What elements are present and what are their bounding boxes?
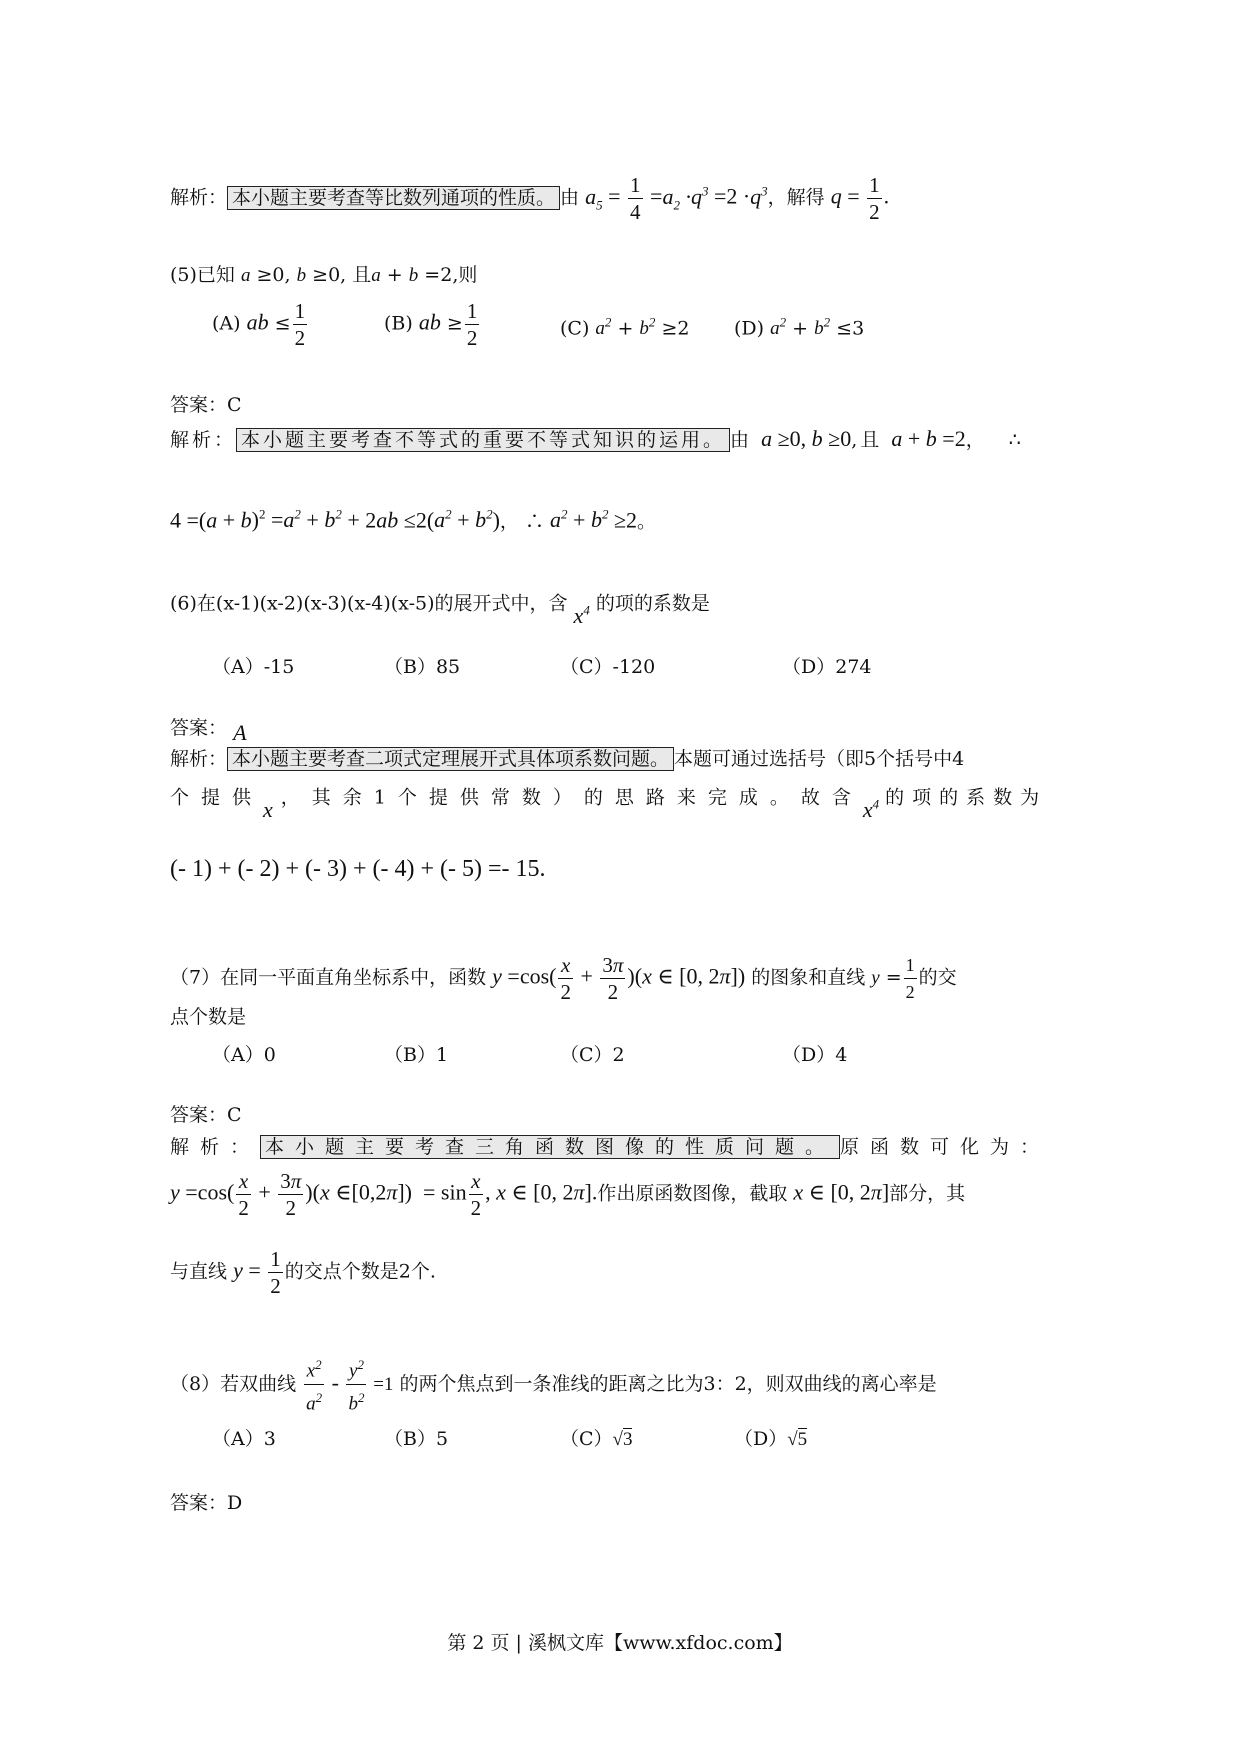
text-you: 由 (730, 429, 753, 451)
page-footer: 第 2 页 | 溪枫文库【www.xfdoc.com】 (447, 1632, 793, 1654)
q8-option-b: （B）5 (384, 1428, 449, 1450)
q7-analysis-line2: y =cos( $\frac{x}{2}$ + $\frac{3\pi}{2}$ )(x ∈[0,2π]) = sin $\frac{x}{2}$ , x ∈ [0, 2π].作出原函数图像，截取 x ∈ [0, 2π]部分，其 (170, 1169, 966, 1220)
text-qie: 且 (860, 429, 883, 451)
therefore-symbol: ∴ (1008, 429, 1024, 451)
q7-stem-text: （7）在同一平面直角坐标系中，函数 (170, 966, 487, 989)
q5-analysis-line1: 解析： 本小题主要考查不等式的重要不等式知识的运用。 由 a ≥0, b ≥0,且 a + b =2， ∴ (170, 426, 1024, 451)
fraction-1-2: $\frac{1}{2}$ (869, 173, 880, 224)
q6-line2-a: 个提供 (170, 786, 264, 809)
jiexi-label: 解析： (170, 1136, 261, 1158)
q6-option-a: （A）-15 (212, 656, 295, 678)
q7-analysis-line1 (170, 1134, 1050, 1160)
q8-stem-text: （8）若双曲线 (170, 1372, 297, 1395)
q6-stem-end: 的项的系数是 (595, 592, 710, 615)
q8-stem-end: 的两个焦点到一条准线的距离之比为3：2，则双曲线的离心率是 (399, 1372, 937, 1395)
answer-value: A (233, 720, 247, 745)
q8-stem: （8）若双曲线 $\frac{x^2}{a^2}$ - $\frac{y^2}{b^2}$ =1 的两个焦点到一条准线的距离之比为3：2，则双曲线的离心率是 (170, 1352, 937, 1418)
q6-calc (170, 856, 546, 883)
jiexi-label: 解析： (170, 429, 237, 451)
jiexi-label: 解析： (170, 186, 228, 209)
opt-label: (A) (212, 312, 241, 335)
formula-a5: $a_5$ (585, 183, 603, 212)
opt-label: (B) (384, 312, 413, 335)
fraction-1-4: $\frac{1}{4}$ (630, 173, 641, 224)
q6-stem-text: (6)在(x-1)(x-2)(x-3)(x-4)(x-5)的展开式中，含 (170, 592, 568, 615)
highlight-box: 本小题主要考查三角函数图像的性质问题。 (260, 1135, 840, 1159)
text-solve: ，解得 (767, 186, 825, 209)
q6-option-c: （C）-120 (560, 656, 656, 678)
highlight-box: 本小题主要考查等比数列通项的性质。 (227, 186, 560, 210)
opt-label: (C) (560, 317, 590, 340)
opt-label: (D) (734, 317, 765, 340)
q5-analysis-line2: $4 =(a + b)^2 =a^2 + b^2 + 2ab \le 2(a^2 + b^2)$， ∴ $a^2 + b^2 \ge 2$。 (170, 507, 657, 533)
highlight-box: 本小题主要考查二项式定理展开式具体项系数问题。 (227, 747, 674, 771)
q6-line2-b: ，其余1个提供常数）的思路来完成。故含 (280, 786, 863, 809)
q7-stem: （7）在同一平面直角坐标系中，函数 y =cos( $\frac{x}{2}$ + $\frac{3\pi}{2}$ )(x ∈ [0, 2π]) 的图象和直线 y = $\frac{1}{2}$ 的交 (170, 953, 957, 1004)
q4-analysis-line: 解析： 本小题主要考查等比数列通项的性质。 由 $a_5$ = $\frac{1}{4}$ $=a_2 \cdot q^3 =2 \cdot q^3$，解得 q = $\frac{1}{2}$ . (170, 173, 890, 224)
q8-option-a: （A）3 (212, 1428, 276, 1450)
q6-line2-c: 的项的系数为 (885, 786, 1048, 809)
q8-option-d: （D）√5 (734, 1428, 808, 1450)
q6-answer (170, 714, 247, 745)
q7-analysis-line3: 与直线 y = $\frac{1}{2}$ 的交点个数是2个. (170, 1247, 436, 1298)
q6-analysis-line2: 个提供x ，其余1个提供常数）的思路来完成。故含$x^4$ 的项的系数为 (170, 786, 1048, 823)
q6-option-b: （B）85 (384, 656, 461, 678)
opt-label: （D） (734, 1428, 788, 1450)
q7-after-box: 原函数可化为： (840, 1136, 1051, 1158)
q7-line-b-end: 部分，其 (889, 1182, 966, 1205)
jiexi-label: 解析： (170, 748, 228, 770)
q6-calc-formula: (- 1) + (- 2) + (- 3) + (- 4) + (- 5) =- 15. (170, 856, 546, 882)
q5-answer: 答案：C (170, 394, 242, 416)
q5-option-b: (B) ab ≥ $\frac{1}{2}$ (384, 299, 478, 350)
q8-answer: 答案：D (170, 1492, 243, 1514)
q7-option-c: （C）2 (560, 1044, 625, 1066)
q7-answer: 答案：C (170, 1104, 242, 1126)
q5-stem: (5)已知 a ≥0, b ≥0, 且a + b =2,则 (170, 264, 478, 286)
q7-option-a: （A）0 (212, 1044, 276, 1066)
q5-ze: 则 (458, 264, 478, 286)
q5-option-a: (A) ab ≤ $\frac{1}{2}$ (212, 299, 306, 350)
text-you: 由 (560, 186, 580, 209)
q7-line-c-a: 与直线 (170, 1260, 228, 1283)
q6-stem: (6)在(x-1)(x-2)(x-3)(x-4)(x-5)的展开式中，含 $x^4$ 的项的系数是 (170, 592, 710, 629)
q7-option-b: （B）1 (384, 1044, 449, 1066)
q7-line-c-b: 的交点个数是2个. (284, 1260, 436, 1283)
q5-option-d: (D) $a^2 + b^2 \le 3$ (734, 315, 865, 340)
q6-after-box: 本题可通过选括号（即5个括号中4 (674, 748, 965, 770)
q5-stem-text: (5)已知 (170, 264, 235, 286)
q7-end: 的交 (918, 966, 957, 989)
q5-option-c: (C) $a^2 + b^2 \ge 2$ (560, 315, 690, 340)
q7-line-b-mid: 作出原函数图像，截取 (597, 1182, 788, 1205)
therefore-symbol: ∴ (524, 510, 544, 533)
q7-mid: 的图象和直线 (751, 966, 866, 989)
q6-analysis-line1 (170, 746, 964, 772)
q7-option-d: （D）4 (782, 1044, 848, 1066)
q7-stem2: 点个数是 (170, 1006, 247, 1028)
q8-option-c: （C）√3 (560, 1428, 633, 1450)
answer-label: 答案： (170, 717, 228, 739)
q5-cond-text: 且 (352, 264, 372, 286)
opt-label: （C） (560, 1428, 613, 1450)
q6-option-d: （D）274 (782, 656, 872, 678)
highlight-box: 本小题主要考查不等式的重要不等式知识的运用。 (236, 428, 730, 452)
